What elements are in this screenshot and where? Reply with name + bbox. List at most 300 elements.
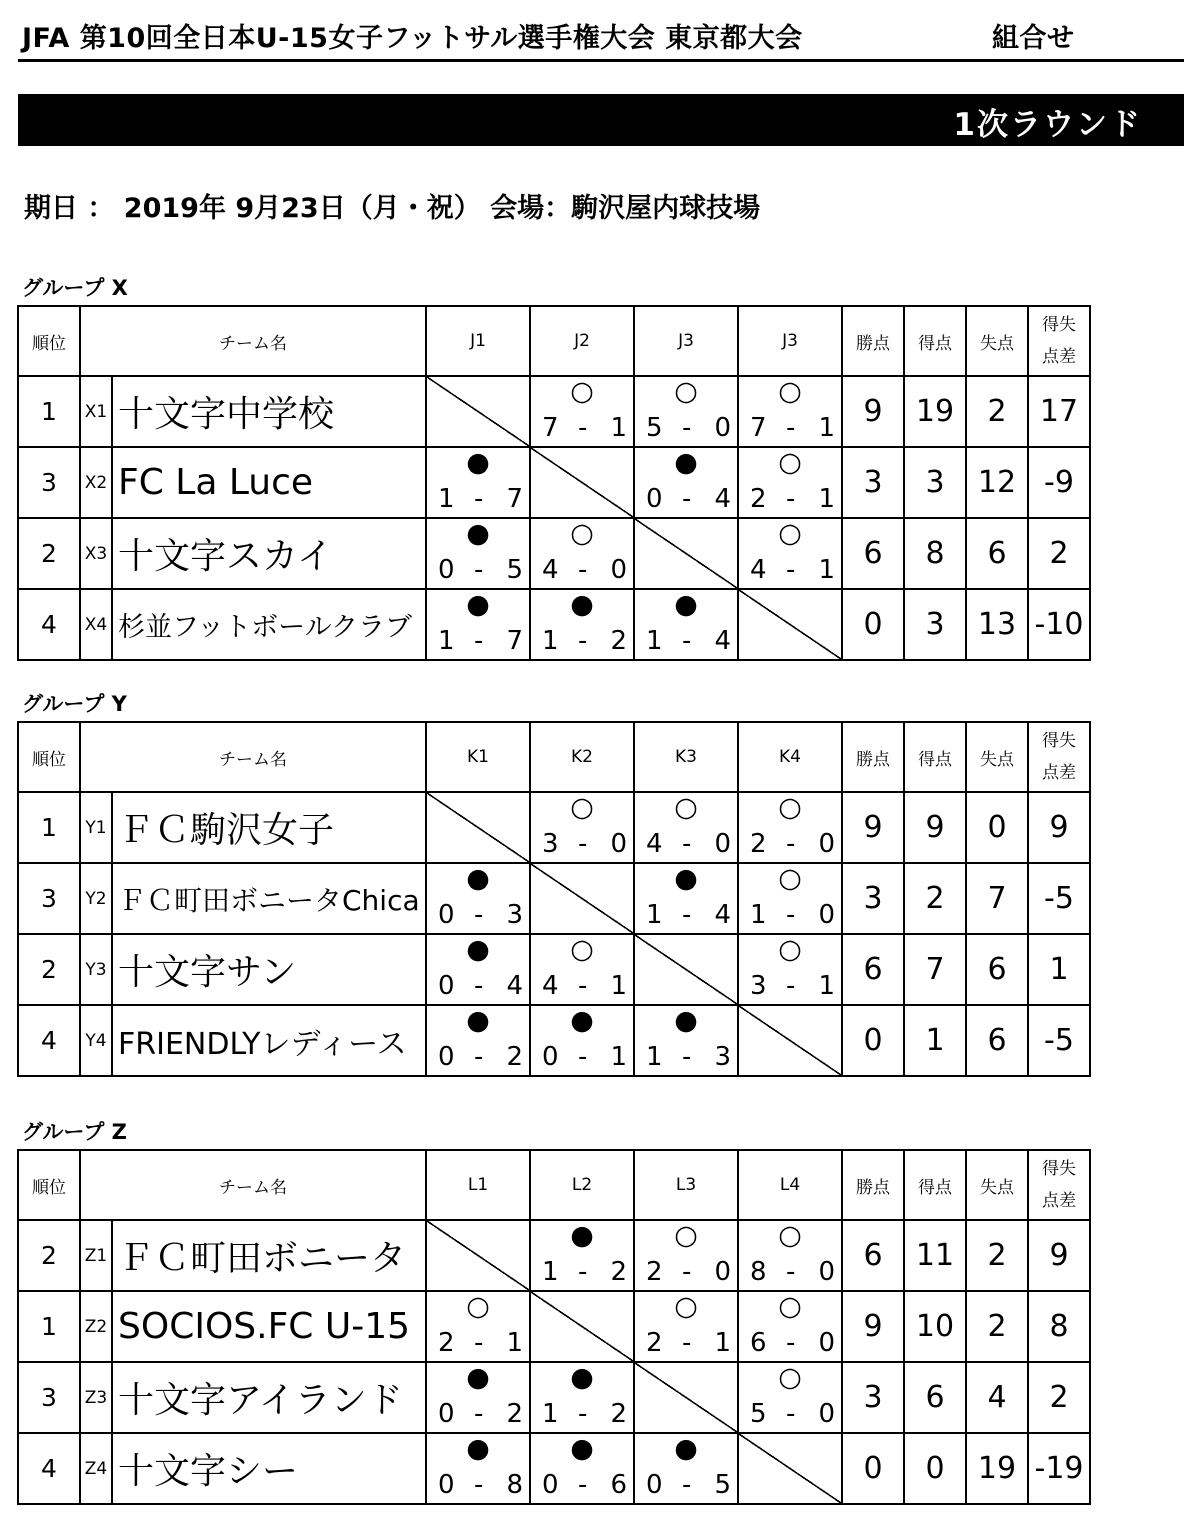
win-mark-icon: ○: [674, 792, 698, 823]
team-points: 9: [842, 792, 904, 863]
loss-mark-icon: ●: [466, 1433, 490, 1464]
table-row: [18, 447, 1090, 518]
team-points: 6: [842, 518, 904, 589]
score-separator: -: [578, 1470, 588, 1500]
match-score: [739, 828, 841, 860]
match-result-cell: [530, 1005, 634, 1076]
match-score: [531, 828, 633, 860]
win-mark-icon: ○: [674, 376, 698, 407]
match-result-cell: [738, 376, 842, 447]
table-row: [18, 376, 1090, 447]
team-goals-against: 2: [966, 1220, 1028, 1291]
loss-mark-icon: ●: [570, 1005, 594, 1036]
team-goals-for: 11: [904, 1220, 966, 1291]
table-header-row: [18, 306, 1090, 376]
match-score: [531, 1469, 633, 1501]
team-goals-for: 2: [904, 863, 966, 934]
score-own: 2: [750, 484, 767, 514]
header-match-col: L2: [530, 1150, 634, 1220]
score-own: 1: [750, 900, 767, 930]
score-opponent: 1: [818, 555, 835, 585]
match-result-cell: [426, 863, 530, 934]
team-goal-diff: -10: [1028, 589, 1090, 660]
team-name: FRIENDLYレディース: [112, 1005, 426, 1076]
match-result-cell: [426, 447, 530, 518]
match-score: [531, 1398, 633, 1430]
score-own: 5: [750, 1399, 767, 1429]
match-score: [739, 1398, 841, 1430]
team-points: 0: [842, 589, 904, 660]
team-rank: 3: [18, 863, 80, 934]
header-points: 勝点: [842, 1150, 904, 1220]
score-opponent: 7: [506, 484, 523, 514]
team-points: 6: [842, 934, 904, 1005]
match-result-cell: [530, 1362, 634, 1433]
match-score: [635, 828, 737, 860]
team-code: Y3: [80, 934, 112, 1005]
score-own: 2: [646, 1257, 663, 1287]
match-score: [531, 1256, 633, 1288]
team-points: 3: [842, 447, 904, 518]
team-rank: 4: [18, 589, 80, 660]
team-code: X1: [80, 376, 112, 447]
match-score: [635, 1041, 737, 1073]
team-goals-for: 7: [904, 934, 966, 1005]
header-goals-for: 得点: [904, 722, 966, 792]
team-points: 6: [842, 1220, 904, 1291]
self-match-cell: [530, 447, 634, 518]
group-table: [17, 305, 1091, 661]
win-mark-icon: ○: [466, 1291, 490, 1322]
team-points: 9: [842, 376, 904, 447]
self-match-cell: [634, 518, 738, 589]
score-own: 3: [542, 829, 559, 859]
win-mark-icon: ○: [778, 934, 802, 965]
win-mark-icon: ○: [570, 376, 594, 407]
team-name: 十文字シー: [112, 1433, 426, 1504]
score-separator: -: [474, 484, 484, 514]
score-own: 0: [438, 900, 455, 930]
loss-mark-icon: ●: [570, 1433, 594, 1464]
match-score: [427, 970, 529, 1002]
score-opponent: 1: [818, 971, 835, 1001]
team-rank: 1: [18, 376, 80, 447]
match-score: [427, 483, 529, 515]
score-separator: -: [786, 971, 796, 1001]
header-match-col: J3: [634, 306, 738, 376]
score-separator: -: [682, 1328, 692, 1358]
team-goals-for: 0: [904, 1433, 966, 1504]
score-opponent: 3: [506, 900, 523, 930]
score-opponent: 0: [714, 413, 731, 443]
score-opponent: 5: [714, 1470, 731, 1500]
match-score: [635, 483, 737, 515]
match-score: [531, 554, 633, 586]
loss-mark-icon: ●: [466, 518, 490, 549]
score-own: 7: [750, 413, 767, 443]
win-mark-icon: ○: [570, 934, 594, 965]
score-opponent: 4: [714, 626, 731, 656]
team-goals-for: 19: [904, 376, 966, 447]
match-score: [427, 1469, 529, 1501]
team-name: ＦＣ町田ボニータChica: [112, 863, 426, 934]
score-separator: -: [682, 413, 692, 443]
team-name: 十文字中学校: [112, 376, 426, 447]
table-row: [18, 934, 1090, 1005]
loss-mark-icon: ●: [466, 863, 490, 894]
table-row: [18, 863, 1090, 934]
team-goals-against: 6: [966, 934, 1028, 1005]
score-opponent: 1: [818, 413, 835, 443]
table-header-row: [18, 722, 1090, 792]
match-result-cell: [738, 1220, 842, 1291]
team-goals-against: 4: [966, 1362, 1028, 1433]
team-rank: 4: [18, 1433, 80, 1504]
win-mark-icon: ○: [778, 376, 802, 407]
loss-mark-icon: ●: [570, 589, 594, 620]
score-opponent: 1: [818, 484, 835, 514]
team-rank: 2: [18, 1220, 80, 1291]
score-own: 0: [438, 1399, 455, 1429]
loss-mark-icon: ●: [466, 1362, 490, 1393]
header-rank: 順位: [18, 1150, 80, 1220]
round-banner: [18, 94, 1184, 146]
team-rank: 1: [18, 792, 80, 863]
match-score: [531, 625, 633, 657]
score-separator: -: [474, 1399, 484, 1429]
match-result-cell: [634, 1005, 738, 1076]
date-venue-line: 期日 ： 2019年 9月23日（月・祝） 会場：駒沢屋内球技場: [24, 193, 761, 224]
match-result-cell: [426, 1005, 530, 1076]
header-match-col: J3: [738, 306, 842, 376]
team-goals-for: 3: [904, 447, 966, 518]
team-name: 杉並フットボールクラブ: [112, 589, 426, 660]
score-own: 1: [646, 1042, 663, 1072]
match-score: [739, 899, 841, 931]
match-score: [635, 1256, 737, 1288]
score-own: 2: [646, 1328, 663, 1358]
header-points: 勝点: [842, 306, 904, 376]
match-score: [427, 1041, 529, 1073]
score-separator: -: [474, 900, 484, 930]
team-points: 0: [842, 1005, 904, 1076]
match-result-cell: [738, 863, 842, 934]
match-score: [531, 970, 633, 1002]
team-goal-diff: -9: [1028, 447, 1090, 518]
team-goals-against: 0: [966, 792, 1028, 863]
score-own: 6: [750, 1328, 767, 1358]
match-score: [427, 625, 529, 657]
team-code: X2: [80, 447, 112, 518]
match-score: [739, 1256, 841, 1288]
match-result-cell: [426, 934, 530, 1005]
match-score: [635, 625, 737, 657]
score-own: 1: [438, 484, 455, 514]
header-match-col: K2: [530, 722, 634, 792]
team-goals-against: 7: [966, 863, 1028, 934]
match-result-cell: [530, 518, 634, 589]
score-opponent: 0: [610, 555, 627, 585]
header-match-col: K3: [634, 722, 738, 792]
score-own: 0: [646, 484, 663, 514]
match-score: [635, 1327, 737, 1359]
header-match-col: K1: [426, 722, 530, 792]
score-separator: -: [786, 829, 796, 859]
header-points: 勝点: [842, 722, 904, 792]
team-rank: 3: [18, 447, 80, 518]
team-code: X3: [80, 518, 112, 589]
score-separator: -: [578, 626, 588, 656]
score-own: 0: [542, 1470, 559, 1500]
score-own: 0: [438, 971, 455, 1001]
team-goal-diff: 2: [1028, 1362, 1090, 1433]
score-separator: -: [682, 829, 692, 859]
match-result-cell: [426, 518, 530, 589]
team-goals-against: 12: [966, 447, 1028, 518]
header-match-col: K4: [738, 722, 842, 792]
score-own: 4: [542, 555, 559, 585]
score-opponent: 0: [818, 1328, 835, 1358]
match-result-cell: [738, 1362, 842, 1433]
match-score: [427, 899, 529, 931]
team-points: 0: [842, 1433, 904, 1504]
header-match-col: L3: [634, 1150, 738, 1220]
match-result-cell: [634, 1433, 738, 1504]
match-result-cell: [634, 447, 738, 518]
score-separator: -: [786, 413, 796, 443]
header-team-name: チーム名: [80, 1150, 426, 1220]
team-goals-against: 19: [966, 1433, 1028, 1504]
win-mark-icon: ○: [778, 1362, 802, 1393]
match-result-cell: [634, 792, 738, 863]
team-goal-diff: 8: [1028, 1291, 1090, 1362]
score-opponent: 4: [714, 484, 731, 514]
match-result-cell: [738, 518, 842, 589]
score-separator: -: [682, 626, 692, 656]
table-row: [18, 589, 1090, 660]
team-goal-diff: 17: [1028, 376, 1090, 447]
score-own: 8: [750, 1257, 767, 1287]
score-separator: -: [682, 484, 692, 514]
match-result-cell: [738, 792, 842, 863]
score-opponent: 2: [610, 626, 627, 656]
pairings-label: 組合せ: [992, 23, 1075, 54]
score-separator: -: [786, 1328, 796, 1358]
score-opponent: 4: [714, 900, 731, 930]
team-name: 十文字アイランド: [112, 1362, 426, 1433]
match-result-cell: [634, 589, 738, 660]
score-separator: -: [474, 555, 484, 585]
team-goals-against: 2: [966, 376, 1028, 447]
match-result-cell: [634, 1220, 738, 1291]
win-mark-icon: ○: [778, 863, 802, 894]
score-own: 1: [646, 626, 663, 656]
team-goals-for: 1: [904, 1005, 966, 1076]
header-goals-against: 失点: [966, 722, 1028, 792]
match-score: [739, 554, 841, 586]
match-result-cell: [634, 1291, 738, 1362]
team-goals-for: 10: [904, 1291, 966, 1362]
header-goals-against: 失点: [966, 1150, 1028, 1220]
group-label: グループ Z: [22, 1120, 127, 1144]
score-opponent: 1: [610, 1042, 627, 1072]
team-code: Z2: [80, 1291, 112, 1362]
team-code: Z3: [80, 1362, 112, 1433]
match-score: [739, 412, 841, 444]
score-separator: -: [682, 1470, 692, 1500]
loss-mark-icon: ●: [674, 1433, 698, 1464]
match-result-cell: [738, 934, 842, 1005]
match-score: [427, 1398, 529, 1430]
match-score: [427, 554, 529, 586]
self-match-cell: [426, 376, 530, 447]
header-goal-diff-line2: 点差: [1042, 347, 1076, 367]
round-banner-label: 1次ラウンド: [953, 107, 1142, 143]
team-points: 9: [842, 1291, 904, 1362]
team-goal-diff: 1: [1028, 934, 1090, 1005]
team-goal-diff: 9: [1028, 1220, 1090, 1291]
match-result-cell: [530, 792, 634, 863]
team-goal-diff: 9: [1028, 792, 1090, 863]
win-mark-icon: ○: [778, 792, 802, 823]
header-match-col: J2: [530, 306, 634, 376]
score-own: 1: [542, 1399, 559, 1429]
score-opponent: 0: [818, 1257, 835, 1287]
match-result-cell: [426, 1291, 530, 1362]
match-result-cell: [530, 1220, 634, 1291]
team-goals-against: 2: [966, 1291, 1028, 1362]
match-score: [739, 1327, 841, 1359]
score-opponent: 2: [506, 1042, 523, 1072]
document-title: [22, 12, 1182, 56]
loss-mark-icon: ●: [674, 1005, 698, 1036]
header-goal-diff: [1028, 1150, 1090, 1220]
header-goals-against: 失点: [966, 306, 1028, 376]
team-name: ＦＣ町田ボニータ: [112, 1220, 426, 1291]
score-separator: -: [786, 1257, 796, 1287]
team-code: Z4: [80, 1433, 112, 1504]
table-row: [18, 1433, 1090, 1504]
score-opponent: 1: [714, 1328, 731, 1358]
score-opponent: 0: [818, 829, 835, 859]
team-goal-diff: -5: [1028, 863, 1090, 934]
team-name: FC La Luce: [112, 447, 426, 518]
team-goal-diff: -19: [1028, 1433, 1090, 1504]
title-underline: [18, 59, 1184, 62]
win-mark-icon: ○: [778, 1291, 802, 1322]
score-opponent: 2: [610, 1399, 627, 1429]
score-opponent: 0: [714, 829, 731, 859]
team-points: 3: [842, 863, 904, 934]
team-points: 3: [842, 1362, 904, 1433]
score-separator: -: [682, 1042, 692, 1072]
match-result-cell: [634, 376, 738, 447]
score-opponent: 3: [714, 1042, 731, 1072]
team-rank: 2: [18, 934, 80, 1005]
self-match-cell: [426, 1220, 530, 1291]
match-result-cell: [738, 1291, 842, 1362]
team-goal-diff: -5: [1028, 1005, 1090, 1076]
match-score: [635, 899, 737, 931]
self-match-cell: [634, 934, 738, 1005]
self-match-cell: [530, 1291, 634, 1362]
team-goal-diff: 2: [1028, 518, 1090, 589]
score-opponent: 0: [714, 1257, 731, 1287]
header-match-col: L4: [738, 1150, 842, 1220]
score-own: 4: [542, 971, 559, 1001]
score-own: 0: [438, 1042, 455, 1072]
score-separator: -: [474, 626, 484, 656]
header-match-col: L1: [426, 1150, 530, 1220]
self-match-cell: [426, 792, 530, 863]
self-match-cell: [738, 1005, 842, 1076]
header-match-col: J1: [426, 306, 530, 376]
team-goals-for: 8: [904, 518, 966, 589]
loss-mark-icon: ●: [674, 447, 698, 478]
score-opponent: 0: [610, 829, 627, 859]
loss-mark-icon: ●: [466, 1005, 490, 1036]
score-opponent: 7: [506, 626, 523, 656]
match-score: [635, 412, 737, 444]
score-own: 1: [542, 626, 559, 656]
header-rank: 順位: [18, 306, 80, 376]
score-own: 0: [438, 555, 455, 585]
header-rank: 順位: [18, 722, 80, 792]
table-row: [18, 1291, 1090, 1362]
team-name: 十文字スカイ: [112, 518, 426, 589]
score-own: 2: [750, 829, 767, 859]
group-label: グループ X: [22, 276, 128, 300]
score-separator: -: [786, 900, 796, 930]
loss-mark-icon: ●: [674, 589, 698, 620]
win-mark-icon: ○: [778, 447, 802, 478]
score-own: 2: [438, 1328, 455, 1358]
match-score: [739, 970, 841, 1002]
team-name: ＦＣ駒沢女子: [112, 792, 426, 863]
match-score: [739, 483, 841, 515]
match-result-cell: [530, 934, 634, 1005]
loss-mark-icon: ●: [570, 1362, 594, 1393]
header-goal-diff: [1028, 722, 1090, 792]
score-separator: -: [578, 1042, 588, 1072]
table-row: [18, 1220, 1090, 1291]
score-own: 3: [750, 971, 767, 1001]
score-opponent: 2: [610, 1257, 627, 1287]
header-goal-diff-line2: 点差: [1042, 763, 1076, 783]
team-code: Y4: [80, 1005, 112, 1076]
match-result-cell: [634, 863, 738, 934]
self-match-cell: [738, 589, 842, 660]
match-result-cell: [530, 1433, 634, 1504]
match-result-cell: [426, 1433, 530, 1504]
score-own: 5: [646, 413, 663, 443]
score-separator: -: [474, 971, 484, 1001]
loss-mark-icon: ●: [570, 1220, 594, 1251]
match-score: [531, 1041, 633, 1073]
team-code: Y1: [80, 792, 112, 863]
group-table: [17, 1149, 1091, 1505]
table-row: [18, 1005, 1090, 1076]
loss-mark-icon: ●: [466, 447, 490, 478]
team-goals-for: 9: [904, 792, 966, 863]
team-goals-against: 6: [966, 1005, 1028, 1076]
score-separator: -: [578, 1399, 588, 1429]
score-separator: -: [474, 1042, 484, 1072]
win-mark-icon: ○: [570, 518, 594, 549]
self-match-cell: [530, 863, 634, 934]
win-mark-icon: ○: [570, 792, 594, 823]
score-own: 0: [646, 1470, 663, 1500]
